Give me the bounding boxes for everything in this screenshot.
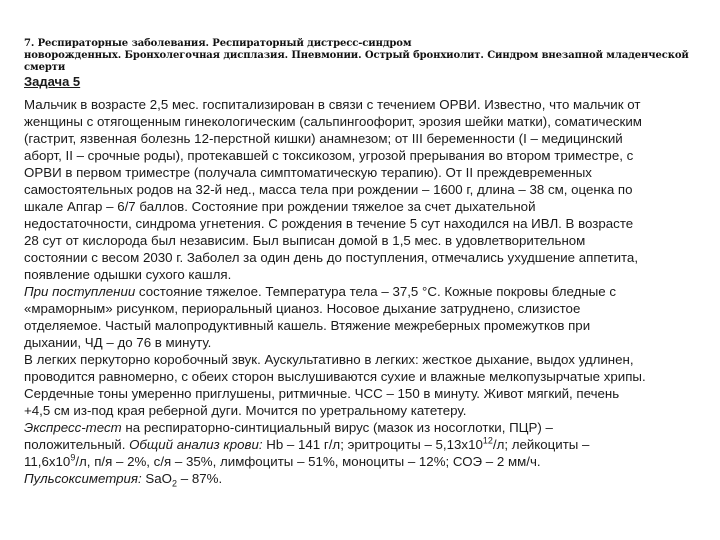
header-line-1: 7. Респираторные заболевания. Респираторный дистресс-синдром	[24, 38, 412, 49]
leukocyte-exponent: 9	[70, 452, 76, 463]
pulse-oximetry-text: SaO	[141, 471, 173, 486]
document-page	[24, 38, 714, 487]
blood-test-text: Hb – 141 г/л; эритроциты – 5,13х10	[262, 437, 483, 452]
body-line: проводится равномерно, с обеих сторон выслушиваются сухие и влажные мелкопузырчатые хрипы.	[24, 369, 646, 384]
body-line: дыхании, ЧД – до 76 в минуту.	[24, 335, 212, 350]
admission-label: При поступлении	[24, 284, 136, 299]
body-line: (гастрит, язвенная болезнь 12-перстной кишки) анамнезом; от III беременности (I – медицинский	[24, 131, 623, 146]
body-line: «мраморным» рисунком, периоральный цианоз. Носовое дыхание затруднено, слизистое	[24, 301, 581, 316]
body-line: 28 сут от кислорода был независим. Был выписан домой в 1,5 мес. в удовлетворительном	[24, 233, 586, 248]
body-line: +4,5 см из-под края реберной дуги. Мочится по уретральному катетеру.	[24, 403, 467, 418]
express-test-line	[24, 419, 686, 436]
pulse-oximetry-subscript: 2	[172, 478, 178, 489]
leukocyte-text: /л, п/я – 2%, с/я – 35%, лимфоциты – 51%, моноциты – 12%; СОЭ – 2 мм/ч.	[75, 454, 541, 469]
body-line: самостоятельных родов на 32-й нед., масса тела при рождении – 1600 г, длина – 38 см, оценка по	[24, 182, 633, 197]
blood-test-line	[24, 436, 686, 453]
admission-line	[24, 283, 686, 300]
pulse-oximetry-label: Пульсоксиметрия:	[24, 471, 142, 486]
body-line: Сердечные тоны умеренно приглушены, ритмичные. ЧСС – 150 в минуту. Живот мягкий, печень	[24, 386, 620, 401]
leukocyte-value: 11,6х10	[24, 454, 71, 469]
body-line: женщины с отягощенным гинекологическим (сальпингоофорит, эрозия шейки матки), соматическим	[24, 114, 642, 129]
task-body	[24, 96, 686, 487]
header-line-3: смерти	[24, 62, 66, 73]
leukocyte-line	[24, 453, 686, 470]
admission-text: состояние тяжелое. Температура тела – 37,5 °C. Кожные покровы бледные с	[135, 284, 617, 299]
body-line: отделяемое. Частый малопродуктивный кашель. Втяжение межреберных промежутков при	[24, 318, 591, 333]
pulse-oximetry-line	[24, 470, 686, 487]
task-title: Задача 5	[24, 74, 81, 89]
body-line: появление одышки сухого кашля.	[24, 267, 232, 282]
express-test-label: Экспресс-тест	[24, 420, 122, 435]
body-line: недостаточности, синдрома угнетения. С рождения в течение 5 сут находился на ИВЛ. В возрасте	[24, 216, 634, 231]
body-line: В легких перкуторно коробочный звук. Аускультативно в легких: жесткое дыхание, выдох удлинен,	[24, 352, 634, 367]
erythrocyte-exponent: 12	[482, 435, 493, 446]
body-line: шкале Апгар – 6/7 баллов. Состояние при рождении тяжелое за счет дыхательной	[24, 199, 536, 214]
header-line-2: новорожденных. Бронхолегочная дисплазия. Пневмонии. Острый бронхиолит. Синдром внезапной младенческой	[24, 50, 689, 61]
body-line: состоянии с весом 2030 г. Заболел за один день до поступления, отмечались ухудшение аппетита,	[24, 250, 639, 265]
body-line: ОРВИ в первом триместре (получала симптоматическую терапию). От II преждевременных	[24, 165, 592, 180]
body-line: Мальчик в возрасте 2,5 мес. госпитализирован в связи с течением ОРВИ. Известно, что мальчик от	[24, 97, 641, 112]
pulse-oximetry-value: – 87%.	[177, 471, 223, 486]
blood-test-text-cont: /л; лейкоциты –	[492, 437, 590, 452]
body-line: аборт, II – срочные роды), протекавшей с токсикозом, угрозой прерывания во втором триместре, с	[24, 148, 634, 163]
express-test-text: на респираторно-синтициальный вирус (мазок из носоглотки, ПЦР) –	[121, 420, 553, 435]
blood-test-label: Общий анализ крови:	[129, 437, 263, 452]
section-header	[24, 38, 714, 74]
express-test-result: положительный.	[24, 437, 130, 452]
